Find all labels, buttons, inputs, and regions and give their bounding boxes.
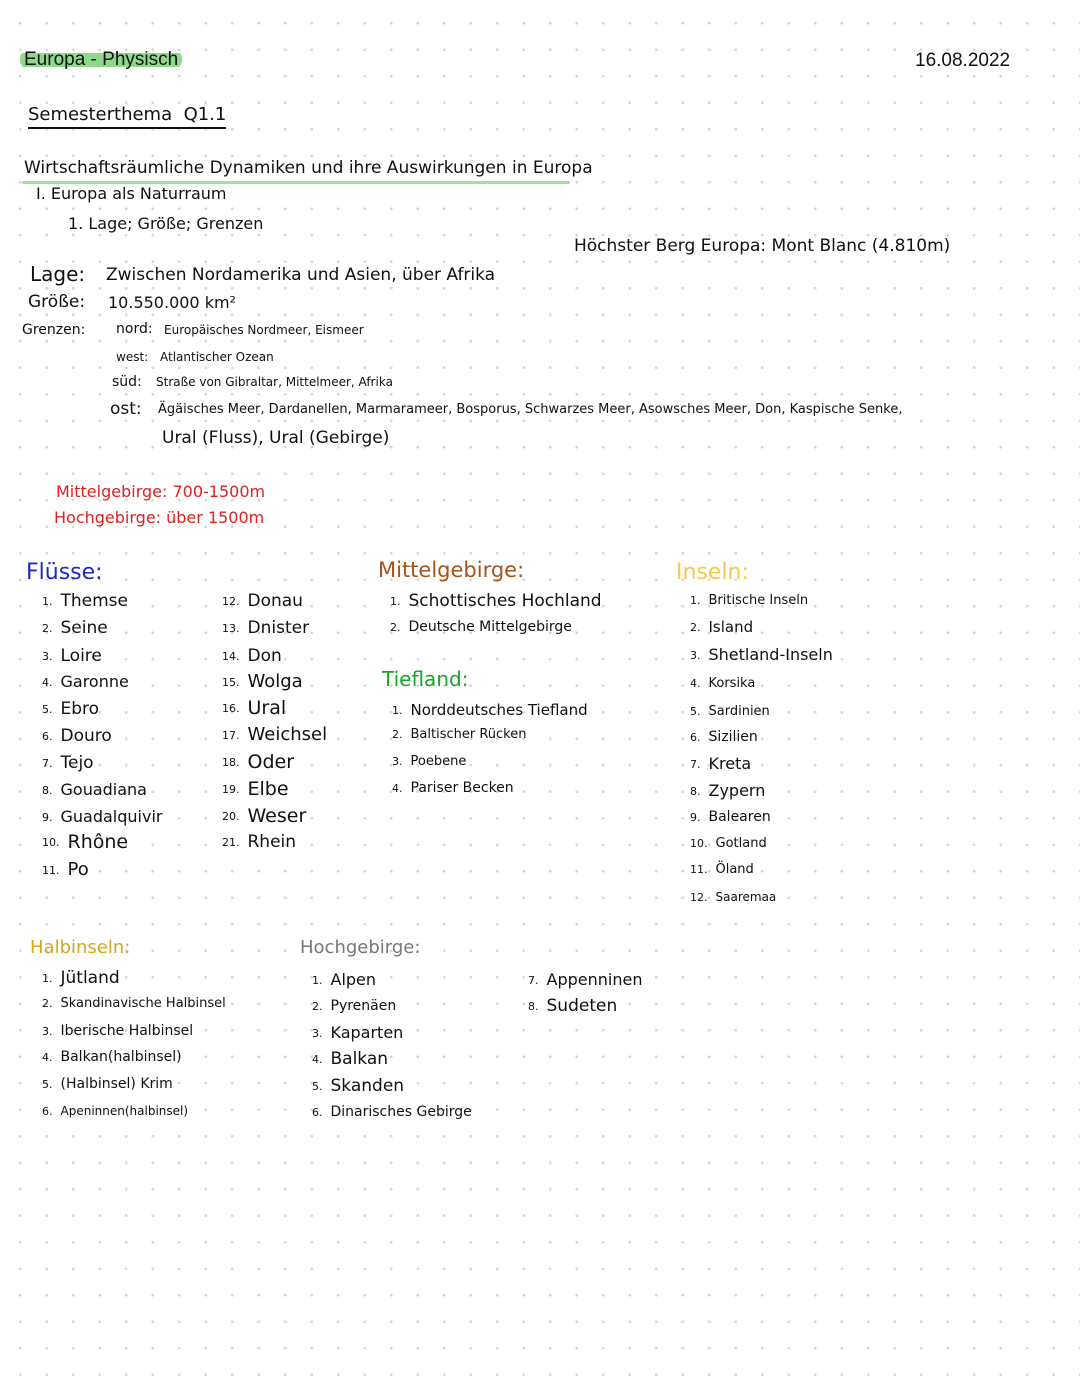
- list-item: 2. Pyrenäen: [312, 998, 397, 1014]
- list-item: 9. Guadalquivir: [42, 807, 163, 826]
- list-item: 18. Oder: [222, 751, 295, 773]
- list-item: 9. Balearen: [690, 809, 771, 825]
- list-item: 7. Appenninen: [528, 970, 643, 989]
- list-item: 17. Weichsel: [222, 724, 328, 745]
- grenze-sued-label: süd:: [112, 374, 142, 390]
- list-item: 10. Rhône: [42, 831, 129, 853]
- list-item: 1. Jütland: [42, 968, 120, 988]
- list-item: 5. Skanden: [312, 1076, 405, 1096]
- grenze-ost-label: ost:: [110, 399, 142, 419]
- lage-value: Zwischen Nordamerika und Asien, über Afrika: [106, 265, 496, 285]
- subsection-heading: 1. Lage; Größe; Grenzen: [68, 214, 264, 233]
- mittelgebirge-definition: Mittelgebirge: 700-1500m: [56, 482, 266, 501]
- groesse-label: Größe:: [28, 292, 86, 312]
- inseln-heading: Inseln:: [676, 560, 749, 585]
- grenze-ost-value-2: Ural (Fluss), Ural (Gebirge): [162, 428, 390, 448]
- list-item: 11. Öland: [690, 862, 754, 877]
- list-item: 3. Kaparten: [312, 1023, 404, 1042]
- list-item: 6. Apeninnen(halbinsel): [42, 1104, 189, 1118]
- list-item: 8. Sudeten: [528, 996, 618, 1016]
- topic-heading: Wirtschaftsräumliche Dynamiken und ihre Auswirkungen in Europa: [24, 158, 593, 178]
- grenzen-label: Grenzen:: [22, 322, 86, 338]
- groesse-value: 10.550.000 km²: [108, 293, 236, 312]
- list-item: 6. Dinarisches Gebirge: [312, 1104, 472, 1120]
- highest-mountain-note: Höchster Berg Europa: Mont Blanc (4.810m): [574, 236, 951, 256]
- list-item: 1. Alpen: [312, 970, 377, 989]
- list-item: 19. Elbe: [222, 778, 289, 800]
- list-item: 1. Themse: [42, 591, 128, 611]
- grenze-nord-value: Europäisches Nordmeer, Eismeer: [164, 323, 364, 337]
- list-item: 3. Poebene: [392, 754, 467, 769]
- list-item: 21. Rhein: [222, 832, 297, 852]
- grenze-west-value: Atlantischer Ozean: [160, 350, 274, 364]
- mittelgebirge-heading: Mittelgebirge:: [378, 558, 525, 582]
- list-item: 2. Baltischer Rücken: [392, 727, 527, 742]
- list-item: 15. Wolga: [222, 671, 303, 692]
- list-item: 2. Seine: [42, 618, 108, 638]
- list-item: 3. Iberische Halbinsel: [42, 1023, 194, 1039]
- list-item: 4. Balkan: [312, 1049, 389, 1069]
- list-item: 4. Garonne: [42, 672, 129, 691]
- list-item: 3. Shetland-Inseln: [690, 645, 833, 664]
- list-item: 2. Deutsche Mittelgebirge: [390, 619, 572, 635]
- fluesse-heading: Flüsse:: [26, 560, 103, 585]
- list-item: 1. Britische Inseln: [690, 593, 809, 608]
- list-item: 6. Douro: [42, 726, 112, 746]
- list-item: 1. Schottisches Hochland: [390, 591, 602, 611]
- list-item: 7. Kreta: [690, 754, 752, 773]
- section-heading: I. Europa als Naturraum: [36, 184, 227, 203]
- grenze-west-label: west:: [116, 350, 149, 364]
- list-item: 12. Donau: [222, 591, 303, 611]
- list-item: 14. Don: [222, 646, 282, 666]
- list-item: 5. Sardinien: [690, 704, 770, 719]
- list-item: 10. Gotland: [690, 836, 767, 851]
- list-item: 5. Ebro: [42, 699, 100, 719]
- list-item: 20. Weser: [222, 805, 307, 827]
- page-title: Europa - Physisch: [20, 49, 182, 71]
- list-item: 6. Sizilien: [690, 729, 758, 745]
- page-date: 16.08.2022: [915, 50, 1011, 71]
- list-item: 4. Balkan(halbinsel): [42, 1049, 182, 1065]
- list-item: 11. Po: [42, 859, 89, 880]
- list-item: 13. Dnister: [222, 618, 310, 638]
- halbinseln-heading: Halbinseln:: [30, 937, 131, 958]
- list-item: 2. Skandinavische Halbinsel: [42, 996, 226, 1011]
- list-item: 4. Korsika: [690, 676, 756, 691]
- list-item: 12. Saaremaa: [690, 890, 777, 904]
- list-item: 2. Island: [690, 618, 754, 636]
- lage-label: Lage:: [30, 262, 86, 286]
- grenze-ost-value-1: Ägäisches Meer, Dardanellen, Marmarameer, Bosporus, Schwarzes Meer, Asowsches Meer, Don, Kaspische Senke,: [158, 402, 903, 417]
- list-item: 8. Zypern: [690, 781, 766, 800]
- grenze-nord-label: nord:: [116, 321, 153, 337]
- list-item: 5. (Halbinsel) Krim: [42, 1076, 173, 1092]
- grenze-sued-value: Straße von Gibraltar, Mittelmeer, Afrika: [156, 375, 393, 389]
- list-item: 1. Norddeutsches Tiefland: [392, 701, 588, 719]
- hochgebirge-heading: Hochgebirge:: [300, 937, 421, 958]
- hochgebirge-definition: Hochgebirge: über 1500m: [54, 508, 265, 527]
- semester-heading: Semesterthema Q1.1: [28, 104, 226, 129]
- list-item: 16. Ural: [222, 697, 287, 719]
- tiefland-heading: Tiefland:: [382, 667, 469, 691]
- list-item: 3. Loire: [42, 646, 102, 666]
- list-item: 8. Gouadiana: [42, 780, 147, 799]
- list-item: 7. Tejo: [42, 753, 94, 773]
- list-item: 4. Pariser Becken: [392, 780, 514, 796]
